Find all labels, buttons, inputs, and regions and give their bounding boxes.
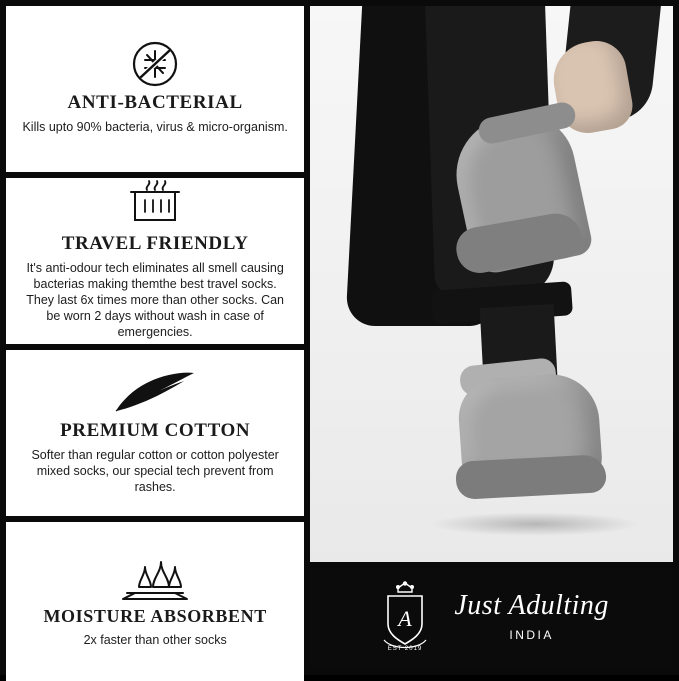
feature-card-moisture-absorbent <box>6 522 304 681</box>
product-photo <box>310 6 673 562</box>
right-column <box>310 6 673 669</box>
svg-text:EST 2019: EST 2019 <box>388 646 423 652</box>
floor-shadow <box>430 512 640 536</box>
brand-bar <box>310 568 673 666</box>
sock-lower-sole <box>455 454 607 500</box>
feature-card-anti-bacterial <box>6 6 304 172</box>
brand-subtitle: INDIA <box>509 628 554 642</box>
feature-description: Softer than regular cotton or cotton polyester mixed socks, our special tech prevent from rashes. <box>31 448 279 495</box>
brand-text <box>454 592 609 642</box>
feature-title: ANTI-BACTERIAL <box>67 91 243 113</box>
feather-icon <box>112 369 198 415</box>
feature-description: Kills upto 90% bacteria, virus & micro-organism. <box>22 120 288 135</box>
feature-description: 2x faster than other socks <box>83 633 227 648</box>
svg-text:A: A <box>398 606 413 631</box>
travel-friendly-icon <box>127 180 183 228</box>
feature-title: TRAVEL FRIENDLY <box>61 232 249 254</box>
feature-description: It's anti-odour tech eliminates all smell causing bacterias making themthe best travel socks. They last 6x times more than other socks. Can be worn 2 days without wash in case of emergencies. <box>26 261 285 340</box>
heraldic-crest-logo-icon <box>374 581 436 653</box>
anti-bacterial-icon <box>132 41 178 87</box>
feature-title: PREMIUM COTTON <box>60 419 251 441</box>
feature-card-list <box>6 6 304 669</box>
brand-name: Just Adulting <box>454 590 609 621</box>
feature-card-travel-friendly <box>6 178 304 344</box>
feature-card-premium-cotton <box>6 350 304 516</box>
feature-title: MOISTURE ABSORBENT <box>43 605 267 626</box>
moisture-absorbent-icon <box>113 553 197 601</box>
